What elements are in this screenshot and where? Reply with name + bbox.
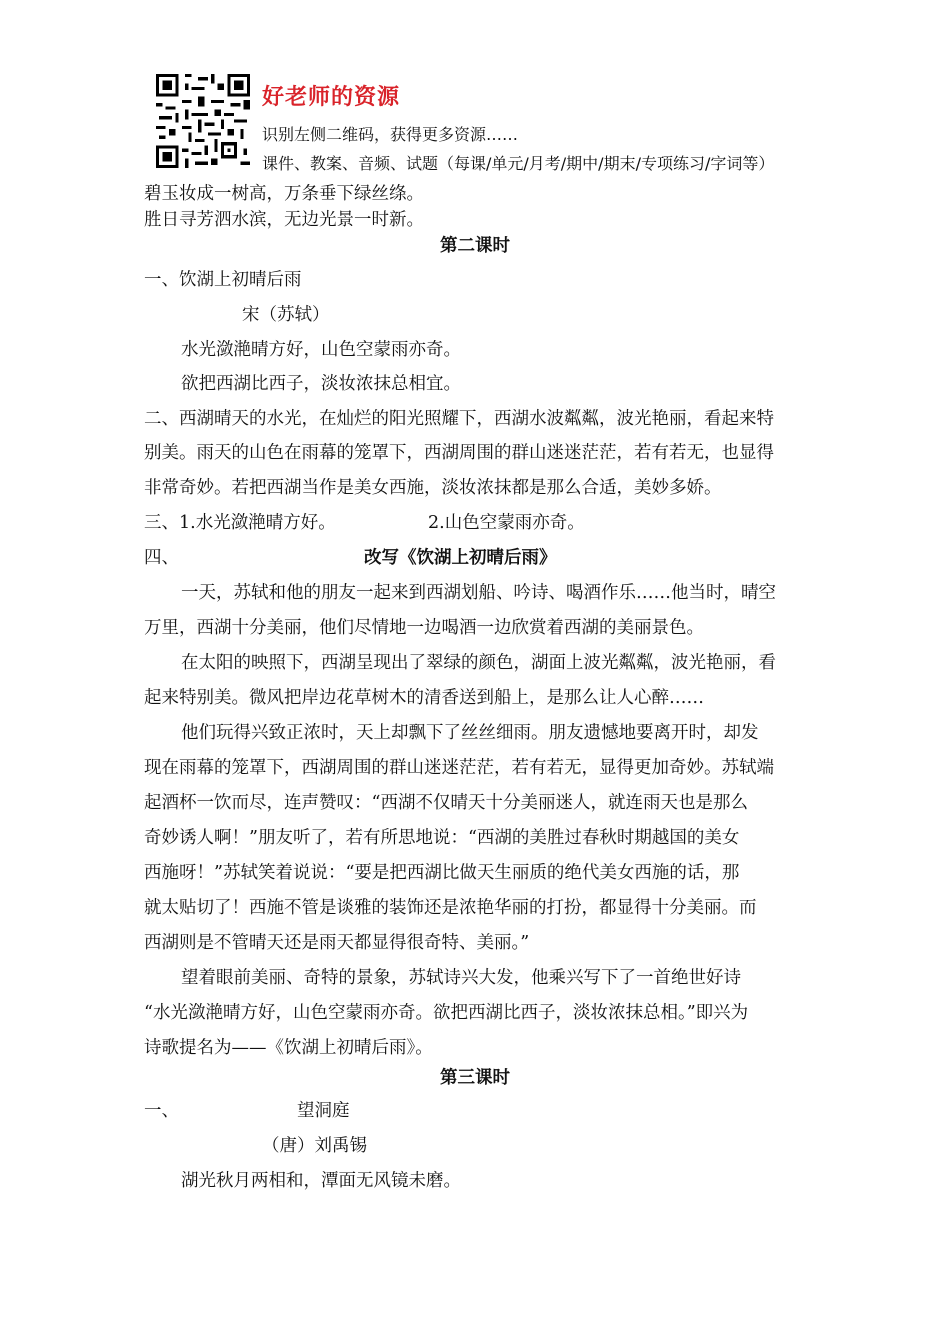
lesson-heading: 第二课时 bbox=[440, 236, 510, 256]
story-line: 他们玩得兴致正浓时，天上却飘下了丝丝细雨。朋友遗憾地要离开时，却发 bbox=[181, 723, 759, 743]
story-line: 就太贴切了！西施不管是谈雅的装饰还是浓艳华丽的打扮，都显得十分美丽。而 bbox=[144, 898, 757, 918]
brand-resource-list: 课件、教案、音频、试题（每课/单元/月考/期中/期末/专项练习/字词等） bbox=[262, 154, 775, 173]
poem-line: 水光潋滟晴方好，山色空蒙雨亦奇。 bbox=[181, 340, 461, 360]
answer-item: 2.山色空蒙雨亦奇。 bbox=[428, 513, 585, 533]
poem-author: 宋（苏轼） bbox=[242, 305, 330, 325]
answer-paragraph-line: 二、西湖晴天的水光，在灿烂的阳光照耀下，西湖水波粼粼，波光艳丽，看起来特 bbox=[144, 409, 774, 429]
question-label: 四、 bbox=[144, 548, 179, 568]
lesson-heading: 第三课时 bbox=[440, 1068, 510, 1088]
story-line: 起酒杯一饮而尽，连声赞叹：“西湖不仅晴天十分美丽迷人，就连雨天也是那么 bbox=[144, 793, 748, 813]
brand-subtitle: 识别左侧二维码，获得更多资源…… bbox=[262, 125, 519, 144]
story-line: 奇妙诱人啊！”朋友听了，若有所思地说：“西湖的美胜过春秋时期越国的美女 bbox=[144, 828, 740, 848]
intro-line: 胜日寻芳泗水滨，无边光景一时新。 bbox=[144, 210, 424, 230]
poem-line: 湖光秋月两相和，潭面无风镜未磨。 bbox=[181, 1171, 461, 1191]
story-line: 诗歌提名为——《饮湖上初晴后雨》。 bbox=[144, 1038, 433, 1058]
answer-paragraph-line: 非常奇妙。若把西湖当作是美女西施，淡妆浓抹都是那么合适，美妙多娇。 bbox=[144, 478, 722, 498]
poem-author: （唐）刘禹锡 bbox=[262, 1136, 367, 1156]
brand-title: 好老师的资源 bbox=[262, 85, 401, 110]
story-line: 一天，苏轼和他的朋友一起来到西湖划船、吟诗、喝酒作乐……他当时，晴空 bbox=[181, 583, 776, 603]
story-line: “水光潋滟晴方好，山色空蒙雨亦奇。欲把西湖比西子，淡妆浓抹总相。”即兴为 bbox=[144, 1003, 749, 1023]
story-line: 望着眼前美丽、奇特的景象，苏轼诗兴大发，他乘兴写下了一首绝世好诗 bbox=[181, 968, 741, 988]
story-line: 在太阳的映照下，西湖呈现出了翠绿的颜色，湖面上波光粼粼，波光艳丽，看 bbox=[181, 653, 776, 673]
poem-title: 望洞庭 bbox=[297, 1101, 350, 1121]
intro-line: 碧玉妆成一树高，万条垂下绿丝绦。 bbox=[144, 184, 424, 204]
story-line: 万里，西湖十分美丽，他们尽情地一边喝酒一边欣赏着西湖的美丽景色。 bbox=[144, 618, 704, 638]
poem-line: 欲把西湖比西子，淡妆浓抹总相宜。 bbox=[181, 374, 461, 394]
qr-code-image bbox=[156, 74, 250, 168]
question-label: 一、 bbox=[144, 1101, 179, 1121]
story-line: 现在雨幕的笼罩下，西湖周围的群山迷迷茫茫，若有若无，显得更加奇妙。苏轼端 bbox=[144, 758, 774, 778]
answer-paragraph-line: 别美。雨天的山色在雨幕的笼罩下，西湖周围的群山迷迷茫茫，若有若无，也显得 bbox=[144, 443, 774, 463]
section-title: 改写《饮湖上初晴后雨》 bbox=[364, 548, 557, 568]
story-line: 西施呀！”苏轼笑着说说：“要是把西湖比做天生丽质的绝代美女西施的话，那 bbox=[144, 863, 740, 883]
answer-item: 三、1.水光潋滟晴方好。 bbox=[144, 513, 336, 533]
question-label: 一、饮湖上初晴后雨 bbox=[144, 270, 302, 290]
story-line: 起来特别美。微风把岸边花草树木的清香送到船上，是那么让人心醉…… bbox=[144, 688, 704, 708]
story-line: 西湖则是不管晴天还是雨天都显得很奇特、美丽。” bbox=[144, 933, 530, 953]
